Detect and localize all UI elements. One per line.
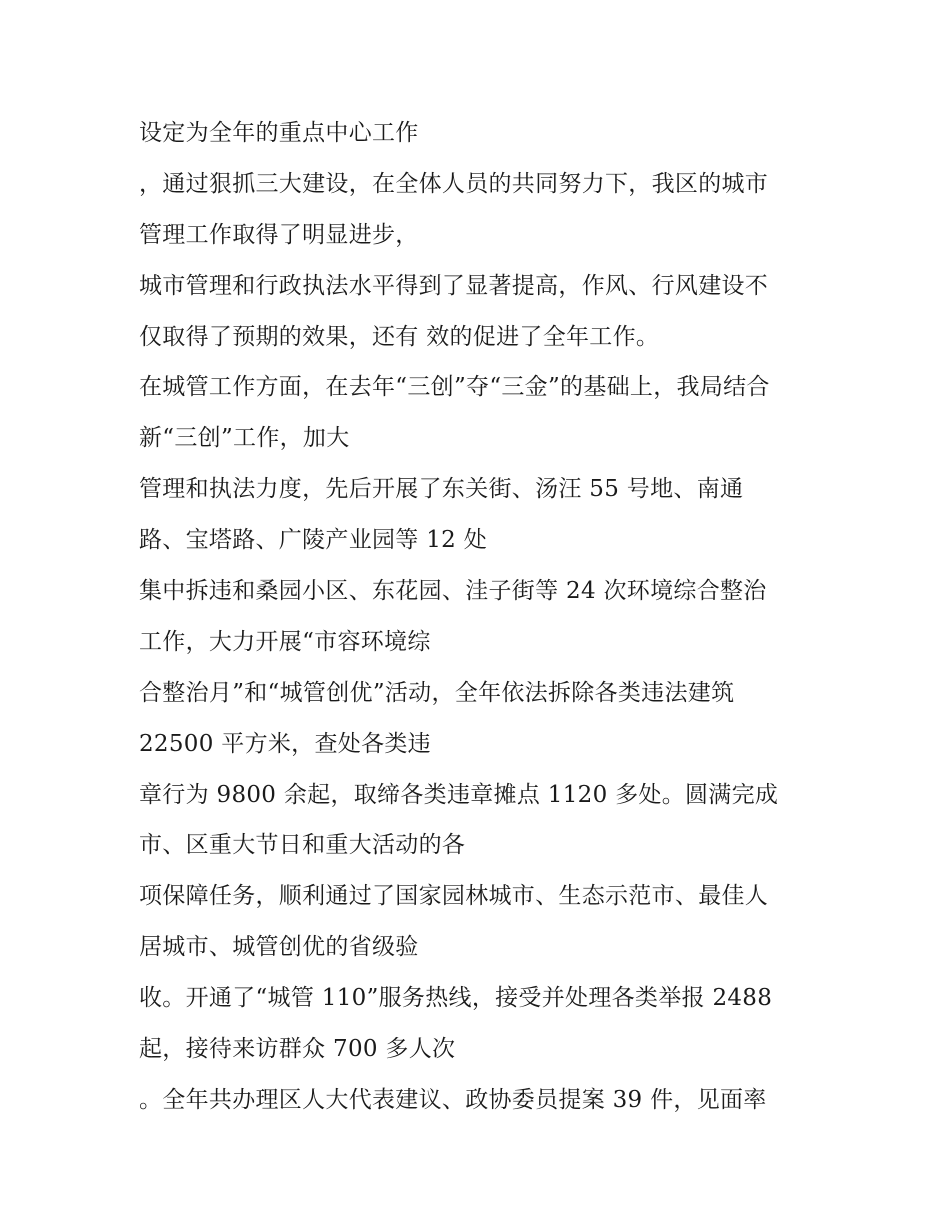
text-line: 起，接待来访群众 700 多人次 xyxy=(139,1036,456,1063)
text-line: 管理和执法力度，先后开展了东关街、汤汪 55 号地、南通 xyxy=(139,476,744,503)
text-line: 新“三创”工作，加大 xyxy=(139,425,350,452)
text-line: 居城市、城管创优的省级验 xyxy=(139,934,419,961)
text-line: 路、宝塔路、广陵产业园等 12 处 xyxy=(139,527,487,554)
text-line: 章行为 9800 余起，取缔各类违章摊点 1120 多处。圆满完成 xyxy=(139,781,779,808)
text-line: 项保障任务，顺利通过了国家园林城市、生态示范市、最佳人 xyxy=(139,883,769,910)
text-line: 市、区重大节日和重大活动的各 xyxy=(139,832,466,859)
body-text xyxy=(139,108,839,1126)
text-line: 在城管工作方面，在去年“三创”夺“三金”的基础上，我局结合 xyxy=(139,374,770,401)
text-line: 城市管理和行政执法水平得到了显著提高，作风、行风建设不 xyxy=(139,272,769,299)
text-line: 仅取得了预期的效果，还有 效的促进了全年工作。 xyxy=(139,323,660,350)
text-line: 管理工作取得了明显进步， xyxy=(139,221,419,248)
text-line: 22500 平方米，查处各类违 xyxy=(139,730,431,757)
text-line: 收。开通了“城管 110”服务热线，接受并处理各类举报 2488 xyxy=(139,985,773,1012)
text-line: 工作，大力开展“市容环境综 xyxy=(139,628,431,655)
text-line: 集中拆违和桑园小区、东花园、洼子街等 24 次环境综合整治 xyxy=(139,578,767,605)
text-line: 设定为全年的重点中心工作 xyxy=(139,120,419,146)
text-line: 。全年共办理区人大代表建议、政协委员提案 39 件，见面率 xyxy=(139,1086,767,1113)
text-line: ，通过狠抓三大建设，在全体人员的共同努力下，我区的城市 xyxy=(139,170,769,197)
text-line: 合整治月”和“城管创优”活动，全年依法拆除各类违法建筑 xyxy=(139,679,735,706)
